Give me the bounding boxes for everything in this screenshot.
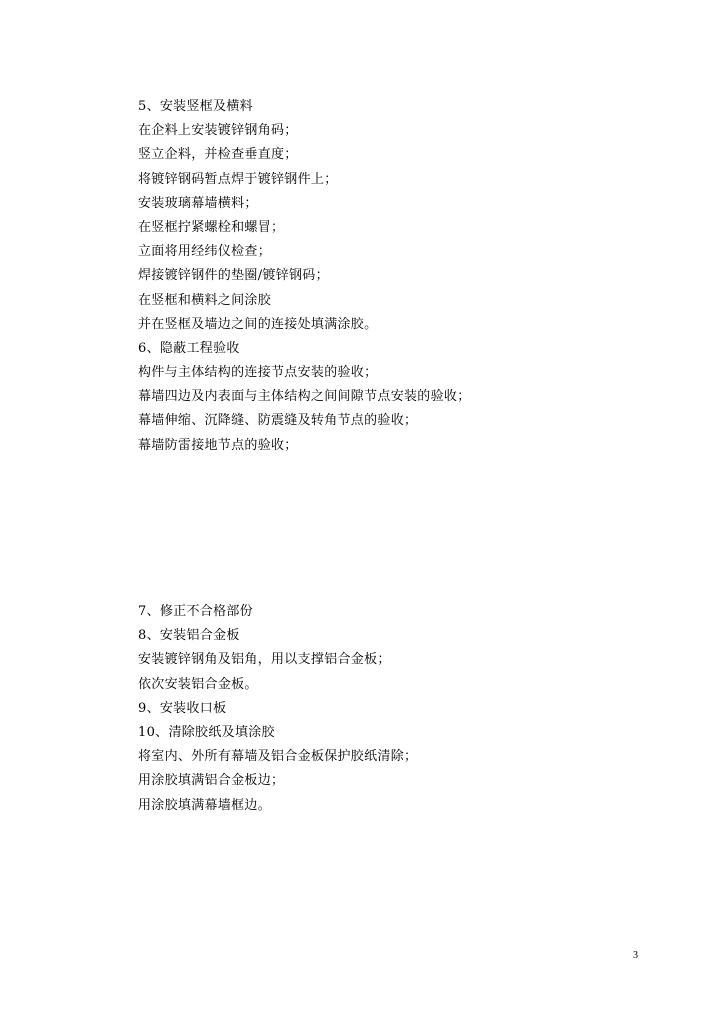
heading-step-9: 9、安装收口板 [138,700,227,716]
text-line: 幕墙防雷接地节点的验收； [138,437,298,453]
page-number: 3 [633,950,638,961]
heading-step-5: 5、安装竖框及横料 [138,99,253,114]
heading-step-6: 6、隐蔽工程验收 [138,340,240,356]
text-block-steps-7-10 [138,600,678,818]
heading-step-10: 10、清除胶纸及填涂胶 [138,724,275,740]
text-line: 竖立企料，并检查垂直度； [138,147,298,163]
text-line: 将室内、外所有幕墙及铝合金板保护胶纸清除； [138,749,418,765]
text-block-steps-5-6 [138,95,678,458]
text-line: 用涂胶填满铝合金板边； [138,773,285,789]
text-line: 幕墙伸缩、沉降缝、防震缝及转角节点的验收； [138,413,418,429]
text-line: 安装镀锌钢角及铝角，用以支撑铝合金板； [138,652,391,668]
text-line: 焊接镀锌钢件的垫圈/镀锌钢码； [138,268,329,284]
text-line: 安装玻璃幕墙横料； [138,195,258,211]
text-line: 用涂胶填满幕墙框边。 [138,797,272,813]
text-line: 在竖框拧紧螺栓和螺冒； [138,219,285,235]
text-line: 在竖框和横料之间涂胶 [138,292,272,308]
text-line: 立面将用经纬仪检查； [138,244,272,260]
text-line: 在企料上安装镀锌钢角码； [138,123,298,139]
text-line: 构件与主体结构的连接节点安装的验收； [138,365,378,381]
heading-step-8: 8、安装铝合金板 [138,628,240,644]
text-line: 并在竖框及墙边之间的连接处填满涂胶。 [138,316,378,332]
text-line: 依次安装铝合金板。 [138,676,258,692]
text-line: 幕墙四边及内表面与主体结构之间间隙节点安装的验收； [138,389,471,405]
text-line: 将镀锌钢码暂点焊于镀锌钢件上； [138,171,338,187]
heading-step-7: 7、修正不合格部份 [138,604,253,619]
